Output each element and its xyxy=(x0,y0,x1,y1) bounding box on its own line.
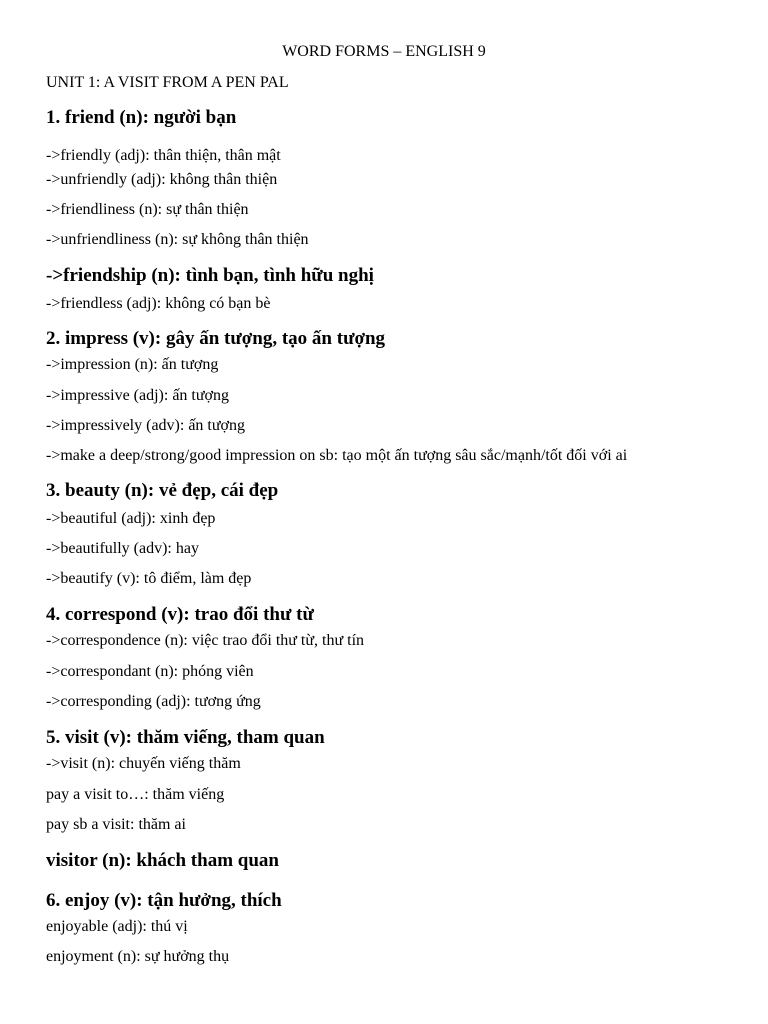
entry-line: ->friendliness (n): sự thân thiện xyxy=(46,201,249,218)
entry-line: ->unfriendly (adj): không thân thiện xyxy=(46,171,278,188)
entry-heading: 3. beauty (n): vẻ đẹp, cái đẹp xyxy=(46,480,279,501)
entry-line: ->beautiful (adj): xinh đẹp xyxy=(46,510,216,527)
entry-line: ->friendly (adj): thân thiện, thân mật xyxy=(46,147,281,164)
entry-line: ->friendless (adj): không có bạn bè xyxy=(46,295,271,312)
entry-heading: 4. correspond (v): trao đổi thư từ xyxy=(46,604,314,625)
entry-heading: 6. enjoy (v): tận hưởng, thích xyxy=(46,890,282,911)
entry-line: ->make a deep/strong/good impression on sb: tạo một ấn tượng sâu sắc/mạnh/tốt đối với ai xyxy=(46,447,628,464)
entry-line: ->beautify (v): tô điểm, làm đẹp xyxy=(46,570,252,587)
entry-line: ->impressively (adv): ấn tượng xyxy=(46,417,245,434)
entry-heading: 1. friend (n): người bạn xyxy=(46,107,237,128)
entry-line: ->corresponding (adj): tương ứng xyxy=(46,693,261,710)
entry-line: pay sb a visit: thăm ai xyxy=(46,816,186,833)
entry-line: ->beautifully (adv): hay xyxy=(46,540,199,557)
entry-line: ->correspondant (n): phóng viên xyxy=(46,663,254,680)
entry-line: ->impressive (adj): ấn tượng xyxy=(46,387,229,404)
entry-line: enjoyment (n): sự hưởng thụ xyxy=(46,948,230,965)
entry-heading: 2. impress (v): gây ấn tượng, tạo ấn tượng xyxy=(46,328,386,349)
document-title: WORD FORMS – ENGLISH 9 xyxy=(282,43,486,60)
entry-heading: ->friendship (n): tình bạn, tình hữu nghị xyxy=(46,265,374,286)
entry-line: pay a visit to…: thăm viếng xyxy=(46,786,225,803)
entry-heading: 5. visit (v): thăm viếng, tham quan xyxy=(46,727,325,748)
entry-line: enjoyable (adj): thú vị xyxy=(46,918,188,935)
entry-line: ->correspondence (n): việc trao đổi thư từ, thư tín xyxy=(46,632,365,649)
entry-line: ->visit (n): chuyến viếng thăm xyxy=(46,755,241,772)
entry-line: ->unfriendliness (n): sự không thân thiện xyxy=(46,231,309,248)
entry-line: ->impression (n): ấn tượng xyxy=(46,356,219,373)
unit-heading: UNIT 1: A VISIT FROM A PEN PAL xyxy=(46,74,289,91)
entry-heading: visitor (n): khách tham quan xyxy=(46,850,279,871)
